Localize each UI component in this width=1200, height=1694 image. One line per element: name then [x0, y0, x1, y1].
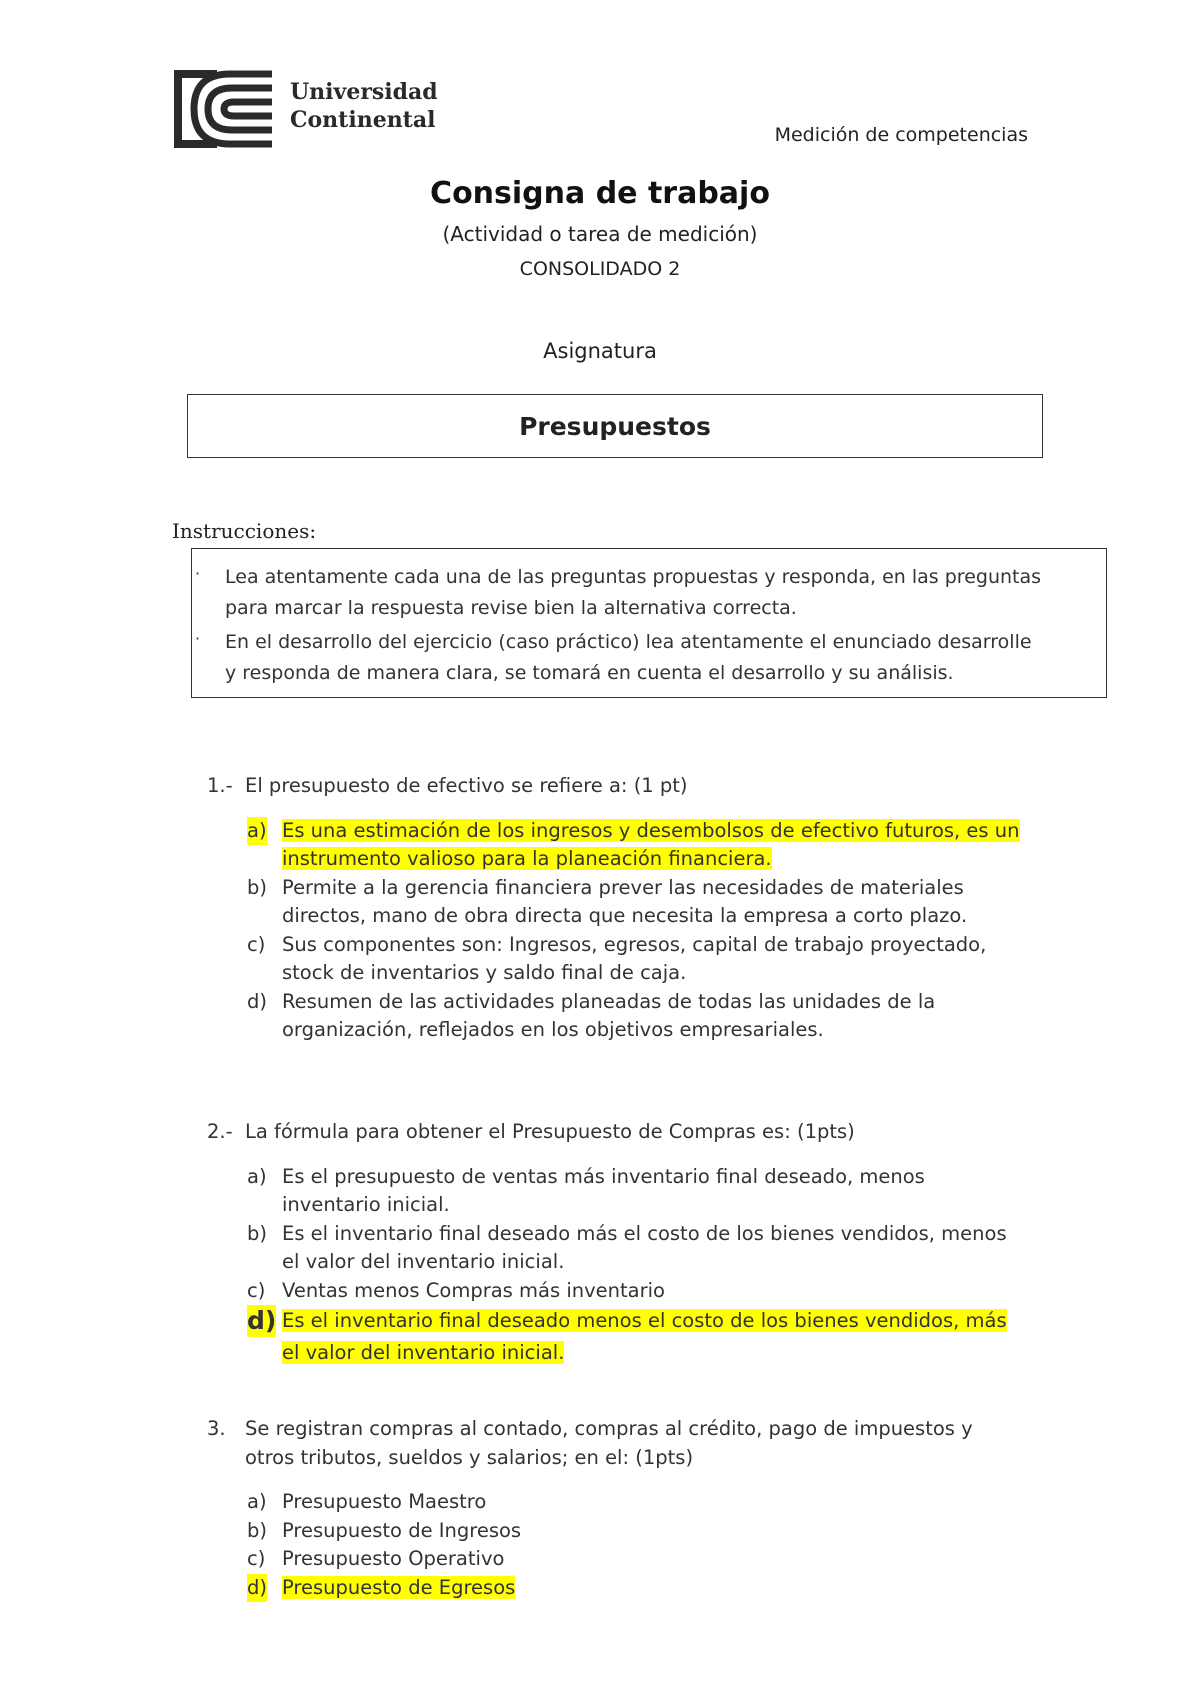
option-a: [207, 817, 1027, 874]
question-2: [207, 1118, 1027, 1369]
university-logo-text: [290, 78, 438, 134]
option-text: Ventas menos Compras más inventario: [282, 1278, 665, 1302]
option-d: [207, 1305, 1027, 1369]
option-letter: c): [247, 1547, 266, 1570]
asignatura-label: Asignatura: [543, 339, 657, 363]
option-c: [207, 1545, 1027, 1574]
option-letter: b): [247, 1518, 267, 1542]
option-letter: c): [247, 1278, 266, 1302]
option-text: Es una estimación de los ingresos y desembolsos de efectivo futuros, es un instrumento valioso para la planeación financiera.: [282, 818, 1020, 870]
bullet-icon: ·: [195, 564, 201, 583]
instruction-text: En el desarrollo del ejercicio (caso práctico) lea atentamente el enunciado desarrolle y responda de manera clara, se tomará en cuenta el desarrollo y su análisis.: [225, 631, 1032, 684]
question-text: La fórmula para obtener el Presupuesto de Compras es: (1pts): [245, 1120, 855, 1143]
option-text: Sus componentes son: Ingresos, egresos, capital de trabajo proyectado, stock de inventarios y saldo final de caja.: [282, 932, 987, 984]
instruction-text: Lea atentamente cada una de las preguntas propuestas y responda, en las preguntas para marcar la respuesta revise bien la alternativa correcta.: [225, 566, 1042, 619]
option-b: [207, 1517, 1027, 1546]
option-letter: b): [247, 875, 267, 899]
option-d: [207, 988, 1027, 1045]
option-d: [207, 1574, 1027, 1603]
question-stem: [207, 772, 1027, 801]
option-a: [207, 1163, 1027, 1220]
consolidado-label: CONSOLIDADO 2: [519, 258, 681, 280]
instruction-item: [195, 562, 1045, 624]
option-letter: c): [247, 932, 266, 956]
option-text: Permite a la gerencia financiera prever las necesidades de materiales directos, mano de obra directa que necesita la empresa a corto plazo.: [282, 875, 968, 927]
university-logo-icon: [172, 70, 282, 148]
option-text: Es el inventario final deseado más el costo de los bienes vendidos, menos el valor del inventario inicial.: [282, 1221, 1007, 1273]
option-text: Presupuesto Operativo: [282, 1547, 505, 1570]
question-text: El presupuesto de efectivo se refiere a: (1 pt): [245, 774, 688, 797]
option-letter: a): [247, 1164, 267, 1188]
option-letter: a): [247, 817, 267, 846]
logo-line-2: Continental: [290, 107, 436, 133]
option-b: [207, 1220, 1027, 1277]
logo-line-1: Universidad: [290, 79, 438, 105]
header-note: Medición de competencias: [774, 124, 1028, 146]
question-number: 3.: [207, 1417, 226, 1440]
subject-box: [187, 394, 1043, 458]
option-text: Resumen de las actividades planeadas de todas las unidades de la organización, reflejados en los objetivos empresariales.: [282, 989, 936, 1041]
option-b: [207, 874, 1027, 931]
option-text: Presupuesto de Ingresos: [282, 1518, 522, 1542]
options-list: [207, 1488, 1027, 1602]
subject-name: Presupuestos: [519, 411, 711, 441]
options-list: [207, 817, 1027, 1045]
option-c: [207, 1277, 1027, 1306]
instruction-item: [195, 627, 1045, 689]
option-letter: d): [247, 1306, 277, 1335]
option-text: Es el presupuesto de ventas más inventario final deseado, menos inventario inicial.: [282, 1164, 925, 1216]
option-letter: d): [247, 989, 267, 1013]
options-list: [207, 1163, 1027, 1370]
instructions-list: [195, 562, 1045, 692]
option-a: [207, 1488, 1027, 1517]
question-number: 1.-: [207, 774, 233, 797]
option-letter: a): [247, 1490, 267, 1513]
option-letter: d): [247, 1574, 267, 1603]
bullet-icon: ·: [195, 629, 201, 648]
instructions-title: Instrucciones:: [172, 519, 317, 543]
option-letter: b): [247, 1221, 267, 1245]
question-1: [207, 772, 1027, 1045]
question-3: [207, 1415, 1027, 1602]
option-c: [207, 931, 1027, 988]
page-title: Consigna de trabajo: [430, 176, 770, 211]
option-text: Es el inventario final deseado menos el costo de los bienes vendidos, más el valor del inventario inicial.: [282, 1309, 1007, 1364]
question-stem: [207, 1415, 1027, 1472]
question-text: Se registran compras al contado, compras al crédito, pago de impuestos y otros tributos, sueldos y salarios; en el: (1pts): [245, 1417, 973, 1469]
question-number: 2.-: [207, 1120, 233, 1143]
option-text: Presupuesto de Egresos: [282, 1575, 516, 1599]
option-text: Presupuesto Maestro: [282, 1490, 487, 1513]
page-subtitle: (Actividad o tarea de medición): [442, 222, 758, 246]
question-stem: [207, 1118, 1027, 1147]
